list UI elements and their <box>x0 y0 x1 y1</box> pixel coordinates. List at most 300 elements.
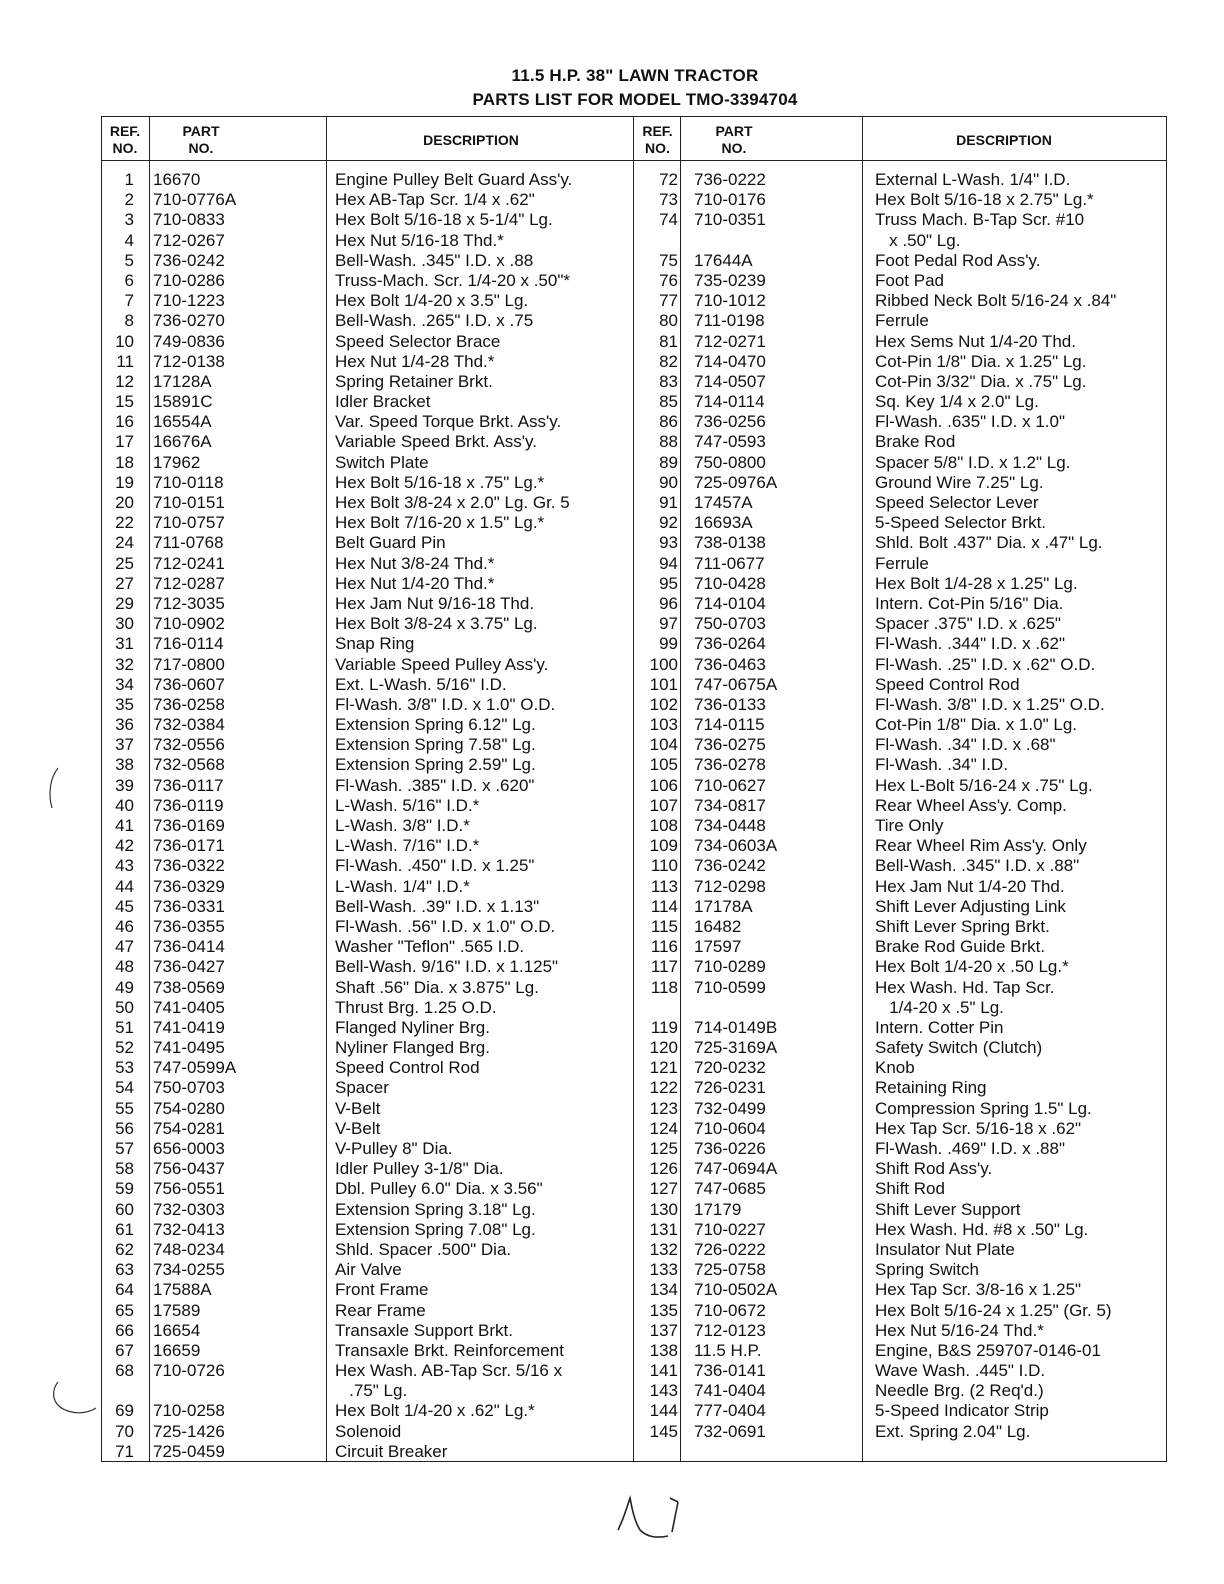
part-number: 734-0255 <box>153 1260 225 1280</box>
ref-number: 105 <box>649 755 678 775</box>
part-number: 736-0427 <box>153 957 225 977</box>
part-number: 710-0428 <box>694 573 766 593</box>
part-number: 736-0275 <box>694 735 766 755</box>
part-number: 741-0404 <box>694 1381 766 1401</box>
part-number: 754-0280 <box>153 1098 225 1118</box>
ref-number: 143 <box>649 1381 678 1401</box>
part-description: Ribbed Neck Bolt 5/16-24 x .84" <box>875 291 1117 311</box>
ref-number: 51 <box>115 1017 134 1037</box>
part-number: 720-0232 <box>694 1058 766 1078</box>
ref-number: 49 <box>115 977 134 997</box>
part-description: Hex Nut 5/16-24 Thd.* <box>875 1320 1044 1340</box>
ref-number: 6 <box>124 270 134 290</box>
part-number: 736-0264 <box>694 634 766 654</box>
part-description: Rear Wheel Rim Ass'y. Only <box>875 836 1087 856</box>
part-description: Cot-Pin 3/32" Dia. x .75" Lg. <box>875 371 1087 391</box>
part-number: 736-0355 <box>153 916 225 936</box>
part-description: V-Belt <box>335 1118 381 1138</box>
ref-number: 91 <box>659 493 678 512</box>
part-description: Bell-Wash. 9/16" I.D. x 1.125" <box>335 957 559 977</box>
part-number: 716-0114 <box>153 634 224 654</box>
scan-artifact <box>48 1378 98 1420</box>
ref-number: 135 <box>649 1300 678 1320</box>
part-description: 5-Speed Indicator Strip <box>875 1401 1049 1421</box>
part-number: 717-0800 <box>153 654 225 674</box>
document-subtitle: PARTS LIST FOR MODEL TMO-3394704 <box>472 90 798 109</box>
part-number: 750-0703 <box>153 1078 225 1098</box>
ref-number: 108 <box>649 816 678 835</box>
part-description: Spacer .375" I.D. x .625" <box>875 614 1061 634</box>
part-description: Hex Bolt 3/8-24 x 2.0" Lg. Gr. 5 <box>335 493 570 512</box>
ref-number: 41 <box>115 816 134 835</box>
ref-number: 16 <box>115 412 134 432</box>
part-description: Hex AB-Tap Scr. 1/4 x .62" <box>335 190 535 210</box>
ref-number: 31 <box>115 634 134 654</box>
ref-number: 100 <box>649 654 678 674</box>
ref-number: 117 <box>650 957 678 977</box>
part-description: Variable Speed Brkt. Ass'y. <box>335 432 537 452</box>
part-description: Fl-Wash. .34" I.D. x .68" <box>875 735 1056 755</box>
part-description: Wave Wash. .445" I.D. <box>875 1361 1046 1381</box>
part-number: 710-0176 <box>694 190 766 210</box>
ref-number: 48 <box>115 957 134 977</box>
part-number: 741-0405 <box>153 997 225 1017</box>
right-description-column <box>875 170 1165 1442</box>
part-number: 16482 <box>694 916 742 936</box>
part-number: 736-0242 <box>694 856 766 876</box>
part-number: 732-0384 <box>153 715 225 735</box>
part-number: 712-0271 <box>694 331 766 351</box>
part-description: 1/4-20 x .5" Lg. <box>875 997 1004 1017</box>
part-number: 732-0691 <box>694 1421 766 1441</box>
ref-number: 71 <box>115 1441 134 1461</box>
part-number: 16654 <box>153 1320 201 1340</box>
part-number: 736-0322 <box>153 856 225 876</box>
part-number: 736-0226 <box>694 1139 766 1158</box>
ref-number: 103 <box>649 715 678 735</box>
ref-number: 74 <box>659 210 678 230</box>
ref-number: 80 <box>659 311 678 331</box>
part-number: 747-0685 <box>694 1179 766 1199</box>
ref-number: 97 <box>659 614 678 634</box>
part-description: Hex L-Bolt 5/16-24 x .75" Lg. <box>875 775 1093 795</box>
part-description: Bell-Wash. .265" I.D. x .75 <box>335 311 534 331</box>
part-number: 712-0287 <box>153 573 225 593</box>
ref-number: 113 <box>650 876 678 896</box>
ref-number: 47 <box>115 937 134 957</box>
part-description: Sq. Key 1/4 x 2.0" Lg. <box>875 392 1039 412</box>
ref-number: 30 <box>115 614 134 634</box>
part-number: 710-1012 <box>694 291 766 311</box>
part-description: Fl-Wash. .344" I.D. x .62" <box>875 634 1065 654</box>
part-description: Speed Control Rod <box>875 674 1020 694</box>
part-number: 726-0222 <box>694 1239 766 1259</box>
part-number: 11.5 H.P. <box>694 1340 762 1360</box>
part-number: 17962 <box>153 452 201 472</box>
part-description: Bell-Wash. .345" I.D. x .88 <box>335 250 534 270</box>
part-number: 777-0404 <box>694 1401 766 1421</box>
part-number: 734-0603A <box>694 836 778 856</box>
part-number: 17457A <box>694 493 753 512</box>
ref-number: 65 <box>115 1300 134 1320</box>
part-number: 732-0556 <box>153 735 225 755</box>
part-number: 725-0459 <box>153 1441 225 1461</box>
part-description: Foot Pedal Rod Ass'y. <box>875 250 1041 270</box>
part-number: 747-0599A <box>153 1058 237 1078</box>
part-description: Shaft .56" Dia. x 3.875" Lg. <box>335 977 539 997</box>
part-description: Idler Bracket <box>335 392 431 412</box>
ref-number: 85 <box>659 392 678 412</box>
part-number: 756-0437 <box>153 1159 225 1179</box>
part-number: 710-0118 <box>153 472 224 492</box>
part-description: Hex Nut 5/16-18 Thd.* <box>335 230 504 250</box>
ref-number: 32 <box>115 654 134 674</box>
part-number: 16554A <box>153 412 212 432</box>
part-description: Knob <box>875 1058 915 1078</box>
ref-number: 11 <box>116 351 134 371</box>
part-description: Extension Spring 7.58" Lg. <box>335 735 536 755</box>
ref-number: 55 <box>115 1098 134 1118</box>
part-description: Nyliner Flanged Brg. <box>335 1038 490 1058</box>
ref-number: 44 <box>115 876 134 896</box>
part-description: Shift Rod Ass'y. <box>875 1159 993 1179</box>
part-number: 17178A <box>694 896 753 916</box>
part-description: Fl-Wash. .635" I.D. x 1.0" <box>875 412 1065 432</box>
part-number: 756-0551 <box>153 1179 225 1199</box>
ref-number: 50 <box>115 997 134 1017</box>
ref-number: 104 <box>649 735 678 755</box>
part-number: 736-0141 <box>694 1361 766 1381</box>
part-description: Fl-Wash. .56" I.D. x 1.0" O.D. <box>335 916 556 936</box>
ref-number: 127 <box>649 1179 678 1199</box>
ref-number: 95 <box>659 573 678 593</box>
part-number: 736-0242 <box>153 250 225 270</box>
ref-number: 138 <box>649 1340 678 1360</box>
part-number: 749-0836 <box>153 331 225 351</box>
ref-number: 102 <box>649 694 678 714</box>
ref-number: 66 <box>115 1320 134 1340</box>
ref-number: 73 <box>659 190 678 210</box>
part-number: 732-0568 <box>153 755 225 775</box>
part-description: Spring Switch <box>875 1260 979 1280</box>
part-number: 15891C <box>153 392 213 412</box>
ref-number: 40 <box>115 795 134 815</box>
part-number: 710-0604 <box>694 1118 766 1138</box>
part-number: 16670 <box>153 170 201 189</box>
ref-number: 64 <box>115 1280 134 1300</box>
part-number: 16676A <box>153 432 212 452</box>
ref-number: 130 <box>649 1199 678 1219</box>
left-part-column <box>153 170 323 1462</box>
ref-number: 82 <box>659 351 678 371</box>
ref-number: 27 <box>115 573 134 593</box>
part-number: 714-0114 <box>694 392 765 412</box>
part-number: 710-1223 <box>153 291 225 311</box>
ref-number: 36 <box>115 715 134 735</box>
ref-number: 20 <box>115 493 134 512</box>
ref-number: 62 <box>115 1239 134 1259</box>
part-number: 17589 <box>153 1300 201 1320</box>
part-number: 16693A <box>694 513 753 533</box>
ref-number: 34 <box>115 674 134 694</box>
part-number: 711-0677 <box>694 553 765 573</box>
ref-number: 10 <box>115 331 134 351</box>
ref-number: 63 <box>115 1260 134 1280</box>
part-description: Hex Bolt 5/16-18 x 5-1/4" Lg. <box>335 210 553 230</box>
ref-number: 46 <box>115 916 134 936</box>
ref-number: 141 <box>649 1361 678 1381</box>
part-description: Ground Wire 7.25" Lg. <box>875 472 1044 492</box>
part-description: Compression Spring 1.5" Lg. <box>875 1098 1092 1118</box>
part-description: .75" Lg. <box>335 1381 408 1401</box>
part-description: Transaxle Support Brkt. <box>335 1320 513 1340</box>
ref-number: 12 <box>115 371 134 391</box>
part-description: Shift Lever Support <box>875 1199 1021 1219</box>
part-description: Flanged Nyliner Brg. <box>335 1017 490 1037</box>
part-description: External L-Wash. 1/4" I.D. <box>875 170 1071 189</box>
part-description: Hex Bolt 1/4-20 x .50 Lg.* <box>875 957 1069 977</box>
part-description: Safety Switch (Clutch) <box>875 1038 1043 1058</box>
ref-number: 110 <box>650 856 678 876</box>
ref-number: 19 <box>115 472 134 492</box>
part-description: Cot-Pin 1/8" Dia. x 1.0" Lg. <box>875 715 1077 735</box>
ref-number: 123 <box>649 1098 678 1118</box>
part-description: Engine Pulley Belt Guard Ass'y. <box>335 170 573 189</box>
part-number: 711-0198 <box>694 311 765 331</box>
ref-number: 58 <box>115 1159 134 1179</box>
ref-number: 132 <box>649 1239 678 1259</box>
part-number: 736-0133 <box>694 694 766 714</box>
column-divider-center <box>633 116 634 1462</box>
ref-number: 60 <box>115 1199 134 1219</box>
part-number <box>694 231 859 251</box>
left-ref-column <box>104 170 134 1462</box>
ref-number: 125 <box>649 1139 678 1158</box>
ref-number: 96 <box>659 593 678 613</box>
part-description: Switch Plate <box>335 452 429 472</box>
part-description: Hex Bolt 1/4-28 x 1.25" Lg. <box>875 573 1078 593</box>
part-number: 734-0817 <box>694 795 766 815</box>
part-number: 725-0976A <box>694 472 778 492</box>
part-number: 712-0241 <box>153 553 225 573</box>
part-description: Extension Spring 3.18" Lg. <box>335 1199 536 1219</box>
part-description: Extension Spring 7.08" Lg. <box>335 1219 536 1239</box>
part-number: 726-0231 <box>694 1078 766 1098</box>
part-description: Spring Retainer Brkt. <box>335 371 493 391</box>
part-number: 736-0258 <box>153 694 225 714</box>
part-description: Spacer <box>335 1078 389 1098</box>
part-description: Circuit Breaker <box>335 1441 448 1461</box>
ref-number: 45 <box>115 896 134 916</box>
ref-number: 52 <box>115 1038 134 1058</box>
part-number: 710-0351 <box>694 210 766 230</box>
part-description: Dbl. Pulley 6.0" Dia. x 3.56" <box>335 1179 543 1199</box>
ref-number: 121 <box>649 1058 678 1078</box>
part-description: Hex Bolt 7/16-20 x 1.5" Lg.* <box>335 513 545 533</box>
ref-number: 126 <box>649 1159 678 1179</box>
ref-number: 109 <box>649 836 678 856</box>
ref-number: 86 <box>659 412 678 432</box>
part-description: Hex Bolt 1/4-20 x .62" Lg.* <box>335 1401 535 1421</box>
part-description: Extension Spring 6.12" Lg. <box>335 715 536 735</box>
ref-number: 59 <box>115 1179 134 1199</box>
part-description: Snap Ring <box>335 634 415 654</box>
part-description: Speed Selector Brace <box>335 331 501 351</box>
part-number: 736-0119 <box>153 795 224 815</box>
part-number: 725-1426 <box>153 1421 225 1441</box>
ref-number: 22 <box>115 513 134 533</box>
part-number: 747-0694A <box>694 1159 778 1179</box>
part-description: L-Wash. 7/16" I.D.* <box>335 836 480 856</box>
part-number: 710-0151 <box>153 493 225 512</box>
ref-number: 1 <box>124 170 134 189</box>
part-number: 712-0123 <box>694 1320 766 1340</box>
ref-number: 56 <box>115 1118 134 1138</box>
part-description: Brake Rod Guide Brkt. <box>875 937 1046 957</box>
part-description: Thrust Brg. 1.25 O.D. <box>335 997 497 1017</box>
part-description: Truss-Mach. Scr. 1/4-20 x .50"* <box>335 270 570 290</box>
part-number: 741-0495 <box>153 1038 225 1058</box>
ref-number: 77 <box>659 291 678 311</box>
part-description: Shld. Spacer .500" Dia. <box>335 1239 512 1259</box>
part-number: 725-3169A <box>694 1038 778 1058</box>
part-description: Needle Brg. (2 Req'd.) <box>875 1381 1044 1401</box>
part-number: 17179 <box>694 1199 742 1219</box>
ref-number: 75 <box>659 250 678 270</box>
part-description: Bell-Wash. .345" I.D. x .88" <box>875 856 1080 876</box>
part-description: Fl-Wash. .469" I.D. x .88" <box>875 1139 1065 1158</box>
part-number: 736-0607 <box>153 674 225 694</box>
part-description: Shift Lever Adjusting Link <box>875 896 1066 916</box>
ref-number: 106 <box>649 775 678 795</box>
part-number: 710-0227 <box>694 1219 766 1239</box>
part-description: Ferrule <box>875 311 929 331</box>
part-number <box>694 998 859 1018</box>
header-ref-left: REF. NO. <box>109 123 141 156</box>
part-description: 5-Speed Selector Brkt. <box>875 513 1047 533</box>
part-number: 710-0599 <box>694 977 766 997</box>
part-number: 734-0448 <box>694 816 766 835</box>
ref-number: 137 <box>649 1320 678 1340</box>
part-number: 714-0104 <box>694 593 766 613</box>
ref-number: 83 <box>659 371 678 391</box>
ref-number: 119 <box>650 1017 678 1037</box>
part-description: Hex Wash. Hd. Tap Scr. <box>875 977 1055 997</box>
part-description: Bell-Wash. .39" I.D. x 1.13" <box>335 896 540 916</box>
ref-number: 116 <box>650 937 678 957</box>
part-description: Hex Bolt 3/8-24 x 3.75" Lg. <box>335 614 538 634</box>
part-number: 748-0234 <box>153 1239 225 1259</box>
ref-number: 43 <box>115 856 134 876</box>
ref-number: 76 <box>659 270 678 290</box>
part-description: Hex Bolt 5/16-18 x .75" Lg.* <box>335 472 545 492</box>
ref-number: 101 <box>649 674 678 694</box>
ref-number: 131 <box>649 1219 678 1239</box>
part-number: 736-0463 <box>694 654 766 674</box>
part-number: 17588A <box>153 1280 212 1300</box>
part-number: 750-0800 <box>694 452 766 472</box>
right-part-column <box>694 170 859 1442</box>
part-description: Intern. Cotter Pin <box>875 1017 1004 1037</box>
part-description: Intern. Cot-Pin 5/16" Dia. <box>875 593 1064 613</box>
part-description: Belt Guard Pin <box>335 533 446 553</box>
part-description: Fl-Wash. 3/8" I.D. x 1.25" O.D. <box>875 694 1105 714</box>
part-number: 710-0289 <box>694 957 766 977</box>
ref-number: 99 <box>659 634 678 654</box>
part-number: 736-0278 <box>694 755 766 775</box>
part-description: Cot-Pin 1/8" Dia. x 1.25" Lg. <box>875 351 1087 371</box>
ref-number: 4 <box>124 230 134 250</box>
part-description: Truss Mach. B-Tap Scr. #10 <box>875 210 1085 230</box>
ref-number: 24 <box>115 533 134 553</box>
ref-number <box>636 998 678 1018</box>
part-number: 712-0298 <box>694 876 766 896</box>
part-number <box>153 1381 323 1401</box>
part-description: Ext. Spring 2.04" Lg. <box>875 1421 1031 1441</box>
part-number: 714-0507 <box>694 371 766 391</box>
part-description: Var. Speed Torque Brkt. Ass'y. <box>335 412 562 432</box>
part-description: L-Wash. 3/8" I.D.* <box>335 816 470 835</box>
part-number: 736-0222 <box>694 170 766 189</box>
part-description: Hex Bolt 1/4-20 x 3.5" Lg. <box>335 291 529 311</box>
ref-number: 114 <box>650 896 678 916</box>
ref-number: 68 <box>115 1361 134 1381</box>
ref-number: 54 <box>115 1078 134 1098</box>
part-description: L-Wash. 5/16" I.D.* <box>335 795 480 815</box>
part-description: V-Pulley 8" Dia. <box>335 1139 453 1158</box>
part-description: Insulator Nut Plate <box>875 1239 1015 1259</box>
header-part-right: PART NO. <box>715 123 753 156</box>
part-number: 710-0286 <box>153 270 225 290</box>
part-description: Rear Wheel Ass'y. Comp. <box>875 795 1067 815</box>
column-divider <box>680 116 681 1462</box>
part-number: 710-0902 <box>153 614 225 634</box>
part-number: 736-0169 <box>153 816 225 835</box>
ref-number: 25 <box>115 553 134 573</box>
ref-number: 93 <box>659 533 678 553</box>
part-description: Transaxle Brkt. Reinforcement <box>335 1340 564 1360</box>
ref-number: 3 <box>124 210 134 230</box>
part-number: 732-0413 <box>153 1219 225 1239</box>
part-description: Hex Tap Scr. 5/16-18 x .62" <box>875 1118 1082 1138</box>
ref-number: 94 <box>659 553 678 573</box>
ref-number: 57 <box>115 1139 134 1158</box>
part-description: Fl-Wash. .25" I.D. x .62" O.D. <box>875 654 1096 674</box>
part-description: Washer "Teflon" .565 I.D. <box>335 937 525 957</box>
ref-number: 120 <box>649 1038 678 1058</box>
part-description: Hex Jam Nut 9/16-18 Thd. <box>335 593 535 613</box>
part-number: 732-0303 <box>153 1199 225 1219</box>
part-number: 738-0569 <box>153 977 225 997</box>
ref-number: 90 <box>659 472 678 492</box>
part-description: Fl-Wash. .385" I.D. x .620" <box>335 775 535 795</box>
part-description: Rear Frame <box>335 1300 426 1320</box>
part-description: Shift Rod <box>875 1179 945 1199</box>
ref-number <box>636 231 678 251</box>
ref-number: 39 <box>115 775 134 795</box>
ref-number: 17 <box>115 432 134 452</box>
part-number: 736-0117 <box>153 775 224 795</box>
part-number: 712-0138 <box>153 351 225 371</box>
ref-number: 5 <box>124 250 134 270</box>
part-number: 747-0593 <box>694 432 766 452</box>
ref-number: 42 <box>115 836 134 856</box>
part-description: Tire Only <box>875 816 944 835</box>
header-ref-right: REF. NO. <box>642 123 673 156</box>
column-divider <box>149 116 150 1462</box>
part-number: 738-0138 <box>694 533 766 553</box>
part-number: 725-0758 <box>694 1260 766 1280</box>
